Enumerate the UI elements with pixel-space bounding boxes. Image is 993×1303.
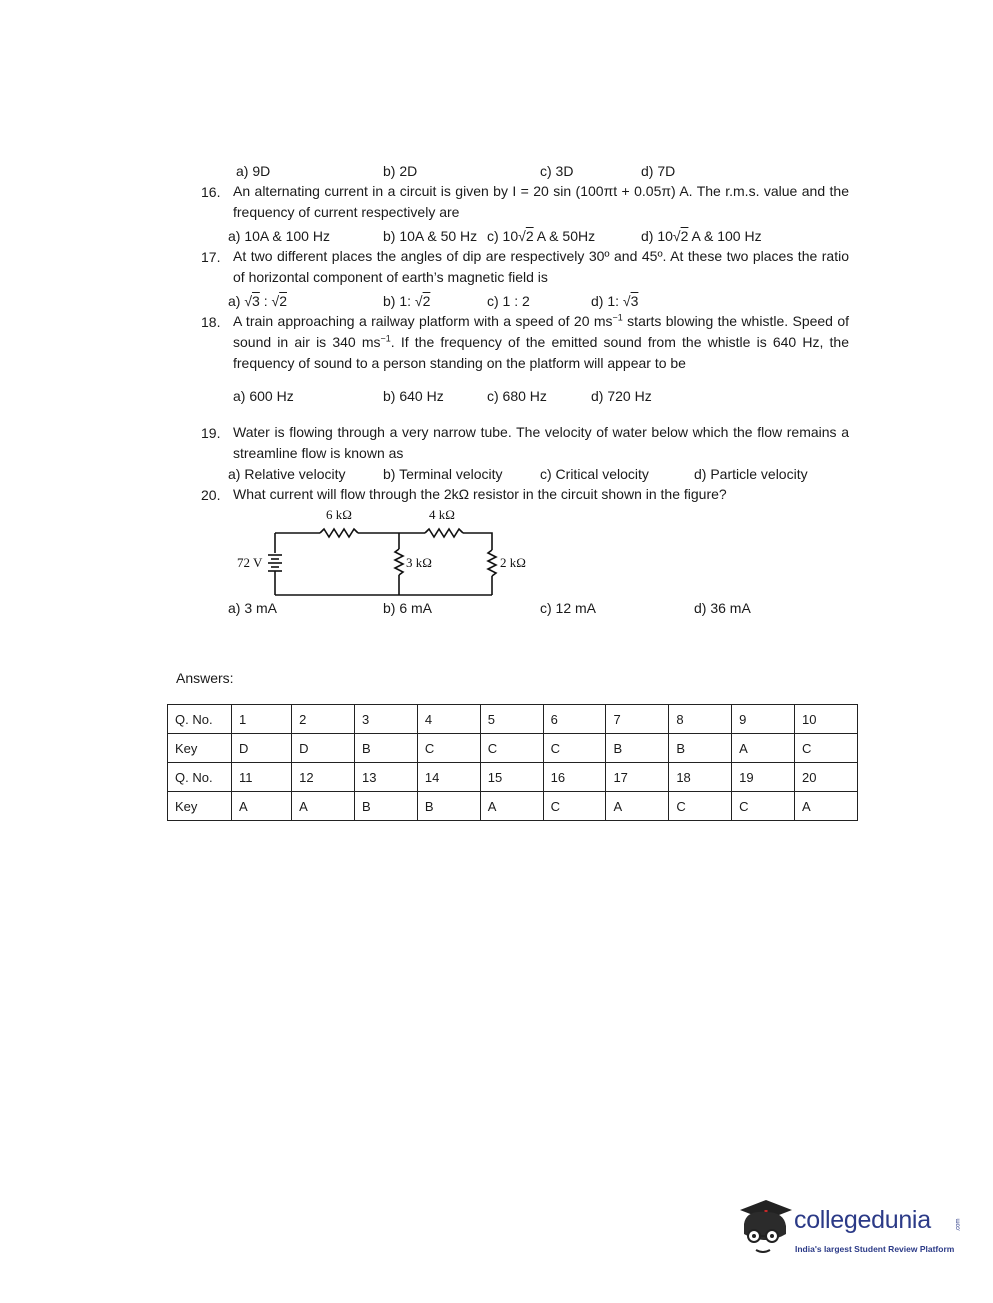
table-cell: 1 — [232, 705, 292, 734]
resistor-4k-symbol — [425, 529, 463, 537]
table-cell: 6 — [543, 705, 606, 734]
table-cell: D — [292, 734, 355, 763]
q16-option-c: c) 10√2 A & 50Hz — [487, 228, 596, 244]
table-cell: C — [480, 734, 543, 763]
label-72v: 72 V — [237, 555, 263, 570]
table-row — [168, 734, 858, 763]
table-cell: 5 — [480, 705, 543, 734]
q16-text: An alternating current in a circuit is given by I = 20 sin (100πt + 0.05π) A. The r.m.s. value and the frequency of current respectively are — [233, 183, 849, 220]
table-row — [168, 705, 858, 734]
collegedunia-mascot-icon — [736, 1196, 794, 1260]
table-cell: 7 — [606, 705, 669, 734]
q17-option-a: a) √3 : √2 — [228, 293, 287, 309]
table-cell: 10 — [795, 705, 858, 734]
q18-number: 18. — [201, 314, 221, 330]
table-cell: Q. No. — [168, 705, 232, 734]
table-cell: A — [232, 792, 292, 821]
collegedunia-tagline: India's largest Student Review Platform — [795, 1244, 955, 1254]
table-cell: 14 — [417, 763, 480, 792]
table-cell: A — [732, 734, 795, 763]
table-cell: C — [669, 792, 732, 821]
q17-number: 17. — [201, 249, 221, 265]
circuit-diagram — [230, 505, 540, 600]
q20-number: 20. — [201, 487, 221, 503]
table-cell: Q. No. — [168, 763, 232, 792]
table-cell: C — [732, 792, 795, 821]
label-2k: 2 kΩ — [500, 555, 526, 570]
q15-option-c: c) 3D — [540, 163, 574, 179]
table-cell: 9 — [732, 705, 795, 734]
q18-option-d: d) 720 Hz — [591, 388, 652, 404]
table-cell: 19 — [732, 763, 795, 792]
q20-option-b: b) 6 mA — [383, 600, 433, 616]
q16-option-a: a) 10A & 100 Hz — [228, 228, 330, 244]
resistor-6k-symbol — [320, 529, 358, 537]
q18-option-c: c) 680 Hz — [487, 388, 547, 404]
q16-option-d: d) 10√2 A & 100 Hz — [641, 228, 762, 244]
q18-text: A train approaching a railway platform with a speed of 20 $ms^{-1}$ starts blowing the whistle. Speed of sound in air is 340 $ms^{-1}$. If the frequency of the emitted sound from the whistle is 640 Hz, the frequency of sound to a person standing on the platform will appear to be — [233, 312, 850, 371]
table-cell: B — [606, 734, 669, 763]
q19-option-a: a) Relative velocity — [228, 466, 346, 482]
q20-text: What current will flow through the 2kΩ resistor in the circuit shown in the figure? — [233, 486, 727, 502]
table-cell: 17 — [606, 763, 669, 792]
table-cell: 18 — [669, 763, 732, 792]
table-cell: 20 — [795, 763, 858, 792]
resistor-3k-symbol — [395, 549, 403, 575]
answers-heading: Answers: — [176, 670, 234, 686]
table-cell: C — [417, 734, 480, 763]
table-cell: D — [232, 734, 292, 763]
table-cell: Key — [168, 792, 232, 821]
table-cell: A — [480, 792, 543, 821]
table-cell: B — [355, 792, 418, 821]
table-cell: 16 — [543, 763, 606, 792]
table-cell: A — [795, 792, 858, 821]
table-cell: 12 — [292, 763, 355, 792]
q19-text: Water is flowing through a very narrow tube. The velocity of water below which the flow remains a streamline flow is known as — [233, 424, 849, 461]
q17-option-d: d) 1: √3 — [591, 293, 639, 309]
q17-text: At two different places the angles of dip are respectively 30º and 45º. At these two places the ratio of horizontal component of earth’s magnetic field is — [233, 248, 849, 285]
q15-option-d: d) 7D — [641, 163, 676, 179]
q20-option-a: a) 3 mA — [228, 600, 278, 616]
q20-option-d: d) 36 mA — [694, 600, 751, 616]
resistor-2k-symbol — [488, 550, 496, 576]
label-6k: 6 kΩ — [326, 507, 352, 522]
collegedunia-tld: .com — [955, 1218, 962, 1232]
q20-option-c: c) 12 mA — [540, 600, 597, 616]
table-cell: 11 — [232, 763, 292, 792]
table-cell: A — [606, 792, 669, 821]
table-cell: 8 — [669, 705, 732, 734]
table-cell: C — [543, 734, 606, 763]
table-cell: 13 — [355, 763, 418, 792]
table-cell: 15 — [480, 763, 543, 792]
table-cell: A — [292, 792, 355, 821]
table-cell: B — [355, 734, 418, 763]
q16-number: 16. — [201, 184, 221, 200]
table-cell: C — [795, 734, 858, 763]
q18-option-a: a) 600 Hz — [233, 388, 294, 404]
q19-number: 19. — [201, 425, 221, 441]
q19-option-b: b) Terminal velocity — [383, 466, 503, 482]
collegedunia-brand: collegedunia — [794, 1206, 931, 1234]
label-3k: 3 kΩ — [406, 555, 432, 570]
q17-option-c: c) 1 : 2 — [487, 293, 530, 309]
table-cell: C — [543, 792, 606, 821]
table-cell: B — [417, 792, 480, 821]
q15-option-b: b) 2D — [383, 163, 418, 179]
answer-table — [167, 704, 858, 821]
table-cell: 3 — [355, 705, 418, 734]
table-cell: 2 — [292, 705, 355, 734]
q18-option-b: b) 640 Hz — [383, 388, 444, 404]
table-cell: Key — [168, 734, 232, 763]
table-cell: 4 — [417, 705, 480, 734]
q17-option-b: b) 1: √2 — [383, 293, 431, 309]
table-cell: B — [669, 734, 732, 763]
q19-option-d: d) Particle velocity — [694, 466, 808, 482]
table-row — [168, 763, 858, 792]
q19-option-c: c) Critical velocity — [540, 466, 649, 482]
q15-option-a: a) 9D — [236, 163, 271, 179]
label-4k: 4 kΩ — [429, 507, 455, 522]
table-row — [168, 792, 858, 821]
q16-option-b: b) 10A & 50 Hz — [383, 228, 478, 244]
